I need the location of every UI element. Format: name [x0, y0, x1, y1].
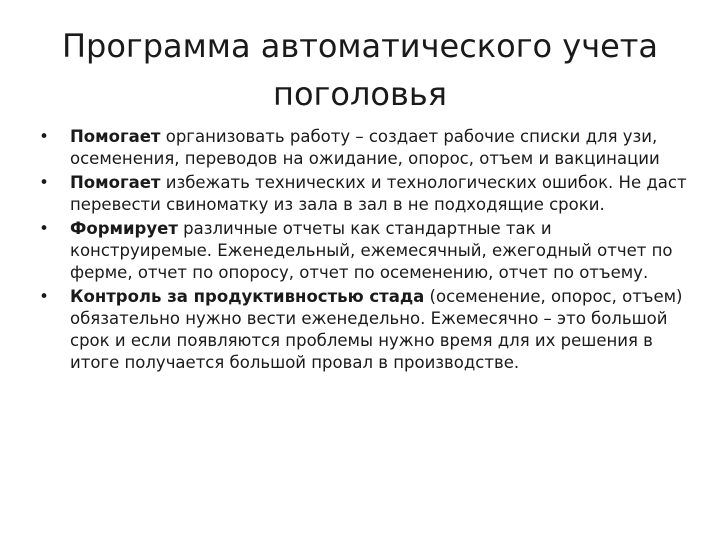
bullet-list	[38, 126, 688, 376]
bullet-body-text: избежать технических и технологических ошибок. Не даст перевести свиноматку из зала в зал в не подходящие сроки.	[70, 173, 687, 214]
bullet-lead-text: Формирует	[70, 219, 178, 238]
bullet-body-text: (осеменение, опорос, отъем) обязательно нужно вести еженедельно. Ежемесячно – это большой срок и если появляются проблемы нужно время для их решения в итоге получается большой провал в производстве.	[70, 287, 683, 372]
bullet-lead-text: Контроль за продуктивностью стада	[70, 287, 425, 306]
bullet-item	[38, 286, 688, 374]
slide-title	[40, 22, 680, 118]
bullet-dot-icon: •	[39, 127, 49, 146]
bullet-item	[38, 218, 688, 284]
slide-title-line-1: Программа автоматического учета	[61, 27, 659, 65]
bullet-dot-icon: •	[39, 287, 49, 306]
bullet-dot-icon: •	[39, 173, 49, 192]
slide-title-line-2: поголовья	[273, 75, 447, 113]
bullet-lead-text: Помогает	[70, 127, 161, 146]
bullet-item	[38, 172, 688, 216]
bullet-lead-text: Помогает	[70, 173, 161, 192]
bullet-dot-icon: •	[39, 219, 49, 238]
bullet-body-text: различные отчеты как стандартные так и конструиремые. Еженедельный, ежемесячный, ежегодный отчет по ферме, отчет по опоросу, отчет по осеменению, отчет по отъему.	[70, 219, 673, 282]
bullet-body-text: организовать работу – создает рабочие списки для узи, осеменения, переводов на ожидание, опорос, отъем и вакцинации	[70, 127, 660, 168]
bullet-item	[38, 126, 688, 170]
